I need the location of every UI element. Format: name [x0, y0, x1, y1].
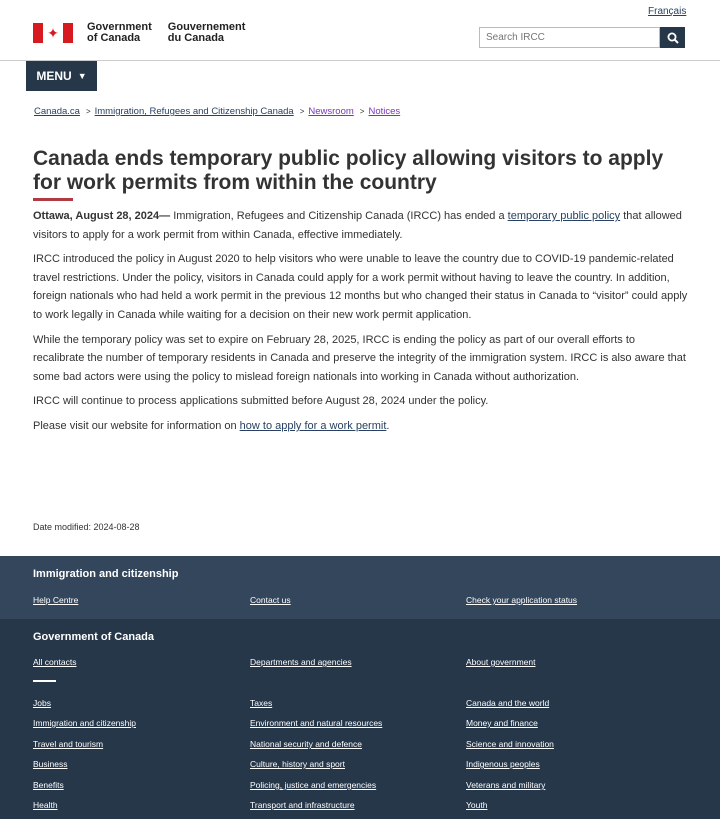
breadcrumb-newsroom[interactable]: Newsroom: [308, 106, 354, 117]
footer-divider: [33, 680, 56, 682]
search-button[interactable]: [660, 27, 685, 48]
footer-gc-title: Government of Canada: [33, 631, 155, 643]
dateline: Ottawa, August 28, 2024—: [33, 210, 171, 222]
gov-fr-line2: du Canada: [167, 32, 225, 44]
footer-help-centre-link[interactable]: Help Centre: [33, 595, 79, 605]
footer-topic-link[interactable]: Health: [33, 800, 58, 810]
header-divider: [0, 60, 720, 61]
breadcrumb-ircc[interactable]: Immigration, Refugees and Citizenship Canada: [94, 106, 294, 117]
footer-topic-link[interactable]: Science and innovation: [466, 739, 554, 749]
footer-topic-link[interactable]: Veterans and military: [466, 780, 546, 790]
footer-topic-link[interactable]: Environment and natural resources: [250, 718, 383, 728]
article-body: [33, 207, 688, 442]
title-underline: [33, 198, 73, 201]
footer-topic-link[interactable]: Immigration and citizenship: [33, 718, 136, 728]
footer-ircc-section: [0, 556, 720, 619]
page-title: Canada ends temporary public policy allowing visitors to apply for work permits from within the country: [33, 147, 664, 194]
date-modified: Date modified: 2024-08-28: [33, 522, 140, 532]
canada-flag-icon: ✦: [33, 23, 73, 43]
paragraph-5-text-a: Please visit our website for information on: [33, 419, 240, 432]
footer-topic-link[interactable]: Youth: [466, 800, 488, 810]
footer-topic-link[interactable]: Business: [33, 759, 68, 769]
footer-topic-link[interactable]: Transport and infrastructure: [250, 800, 355, 810]
footer-application-status-link[interactable]: Check your application status: [466, 595, 578, 605]
work-permit-link[interactable]: how to apply for a work permit: [239, 419, 387, 432]
footer-topic-link[interactable]: Travel and tourism: [33, 739, 104, 749]
menu-button[interactable]: [26, 61, 97, 91]
paragraph-3: While the temporary policy was set to expire on February 28, 2025, IRCC is ending the policy as part of our overall efforts to recalibrate the number of temporary residents in Canada and preserve the integrity of the immigration system. IRCC is also aware that some bad actors were using the policy to mislead foreign nationals into working in Canada without authorization.: [33, 333, 686, 383]
footer-topic-link[interactable]: Benefits: [33, 780, 64, 790]
chevron-right-icon: >: [359, 107, 365, 116]
gov-fr-line1: Gouvernement: [167, 21, 246, 33]
footer-topic-link[interactable]: Policing, justice and emergencies: [250, 780, 377, 790]
footer-about-government-link[interactable]: About government: [466, 657, 536, 667]
chevron-down-icon: ▼: [77, 71, 87, 81]
footer-ircc-title: Immigration and citizenship: [33, 568, 179, 580]
language-toggle-link[interactable]: Français: [648, 6, 687, 17]
gov-en-line2: of Canada: [87, 32, 141, 44]
breadcrumb-notices[interactable]: Notices: [368, 106, 401, 117]
footer-topic-link[interactable]: National security and defence: [250, 739, 362, 749]
search-input[interactable]: [479, 27, 660, 48]
footer-departments-link[interactable]: Departments and agencies: [250, 657, 352, 667]
chevron-right-icon: >: [299, 107, 305, 116]
search-icon: [667, 32, 679, 44]
footer-contact-us-link[interactable]: Contact us: [250, 595, 291, 605]
paragraph-1-text-b: that allowed visitors to apply for a work permit from within Canada, effective immediately.: [33, 210, 682, 241]
footer-all-contacts-link[interactable]: All contacts: [33, 657, 77, 667]
gov-en-line1: Government: [87, 21, 152, 33]
search-form: [479, 27, 685, 48]
paragraph-5: [33, 417, 688, 436]
footer-topic-link[interactable]: Indigenous peoples: [466, 759, 540, 769]
footer-topic-link[interactable]: Money and finance: [466, 718, 538, 728]
paragraph-2: IRCC introduced the policy in August 2020 to help visitors who were unable to leave the country due to COVID-19 pandemic-related travel restrictions. Under the policy, visitors in Canada could apply for a work permit without having to leave the country. In addition, foreign nationals who had held a work permit in the previous 12 months but who changed their status in Canada to “visitor” could apply to work legally in Canada while waiting for a decision on their new work permit application.: [33, 253, 688, 321]
footer-topic-link[interactable]: Taxes: [250, 698, 273, 708]
paragraph-1: [33, 207, 688, 244]
menu-label: MENU: [36, 69, 72, 83]
paragraph-4: IRCC will continue to process applications submitted before August 28, 2024 under the policy.: [33, 395, 489, 408]
footer-topic-link[interactable]: Jobs: [33, 698, 51, 708]
chevron-right-icon: >: [85, 107, 91, 116]
temporary-public-policy-link[interactable]: temporary public policy: [507, 210, 621, 222]
breadcrumb: [34, 106, 400, 117]
government-of-canada-signature[interactable]: [33, 22, 261, 44]
footer-topic-link[interactable]: Culture, history and sport: [250, 759, 345, 769]
footer-topic-link[interactable]: Canada and the world: [466, 698, 550, 708]
paragraph-5-text-b: .: [386, 419, 390, 432]
paragraph-1-text-a: Immigration, Refugees and Citizenship Canada (IRCC) has ended a: [170, 210, 508, 222]
breadcrumb-canada[interactable]: Canada.ca: [34, 106, 80, 117]
